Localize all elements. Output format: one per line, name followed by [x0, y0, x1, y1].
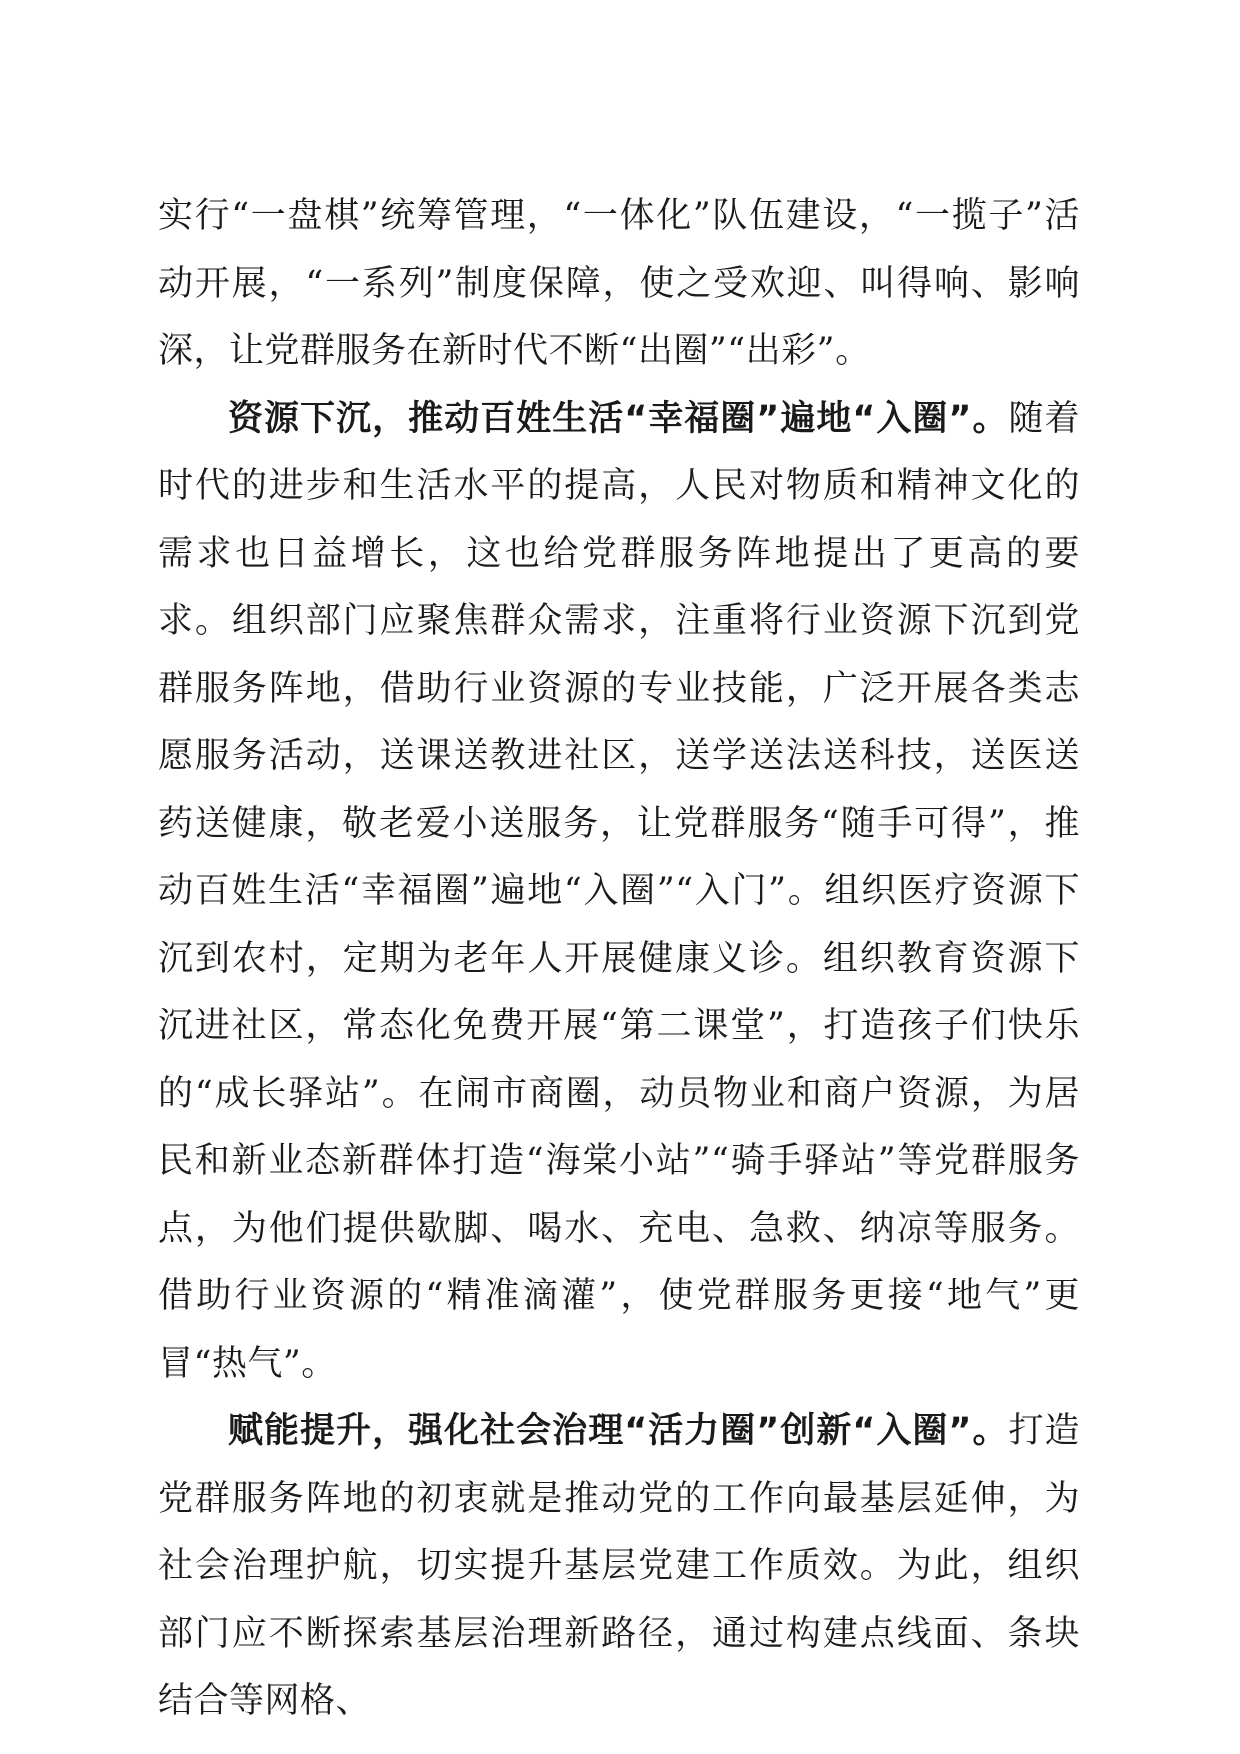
paragraph-2-heading: 资源下沉，推动百姓生活“幸福圈”遍地“入圈”。 [228, 398, 1009, 439]
paragraph-3-heading: 赋能提升，强化社会治理“活力圈”创新“入圈”。 [228, 1411, 1009, 1451]
paragraph-2-text: 随着时代的进步和生活水平的提高，人民对物质和精神文化的需求也日益增长，这也给党群服务阵地提出了更高的要求。组织部门应聚焦群众需求，注重将行业资源下沉到党群服务阵地，借助行业资源的专业技能，广泛开展各类志愿服务活动，送课送教进社区，送学送法送科技，送医送药送健康，敬老爱小送服务，让党群服务“随手可得”，推动百姓生活“幸福圈”遍地“入圈”“入门”。组织医疗资源下沉到农村，定期为老年人开展健康义诊。组织教育资源下沉进社区，常态化免费开展“第二课堂”，打造孩子们快乐的“成长驿站”。在闹市商圈，动员物业和商户资源，为居民和新业态新群体打造“海棠小站”“骑手驿站”等党群服务点，为他们提供歇脚、喝水、充电、急救、纳凉等服务。借助行业资源的“精准滴灌”，使党群服务更接“地气”更冒“热气”。 [158, 398, 1080, 1384]
paragraph-1 [158, 183, 1080, 386]
paragraph-2 [158, 386, 1080, 1399]
document-page [158, 183, 1080, 1736]
paragraph-1-text: 实行“一盘棋”统筹管理，“一体化”队伍建设，“一揽子”活动开展，“一系列”制度保障，使之受欢迎、叫得响、影响深，让党群服务在新时代不断“出圈”“出彩”。 [158, 196, 1080, 371]
paragraph-3-text: 打造党群服务阵地的初衷就是推动党的工作向最基层延伸，为社会治理护航，切实提升基层党建工作质效。为此，组织部门应不断探索基层治理新路径，通过构建点线面、条块结合等网格、 [158, 1411, 1080, 1721]
paragraph-3 [158, 1398, 1080, 1736]
